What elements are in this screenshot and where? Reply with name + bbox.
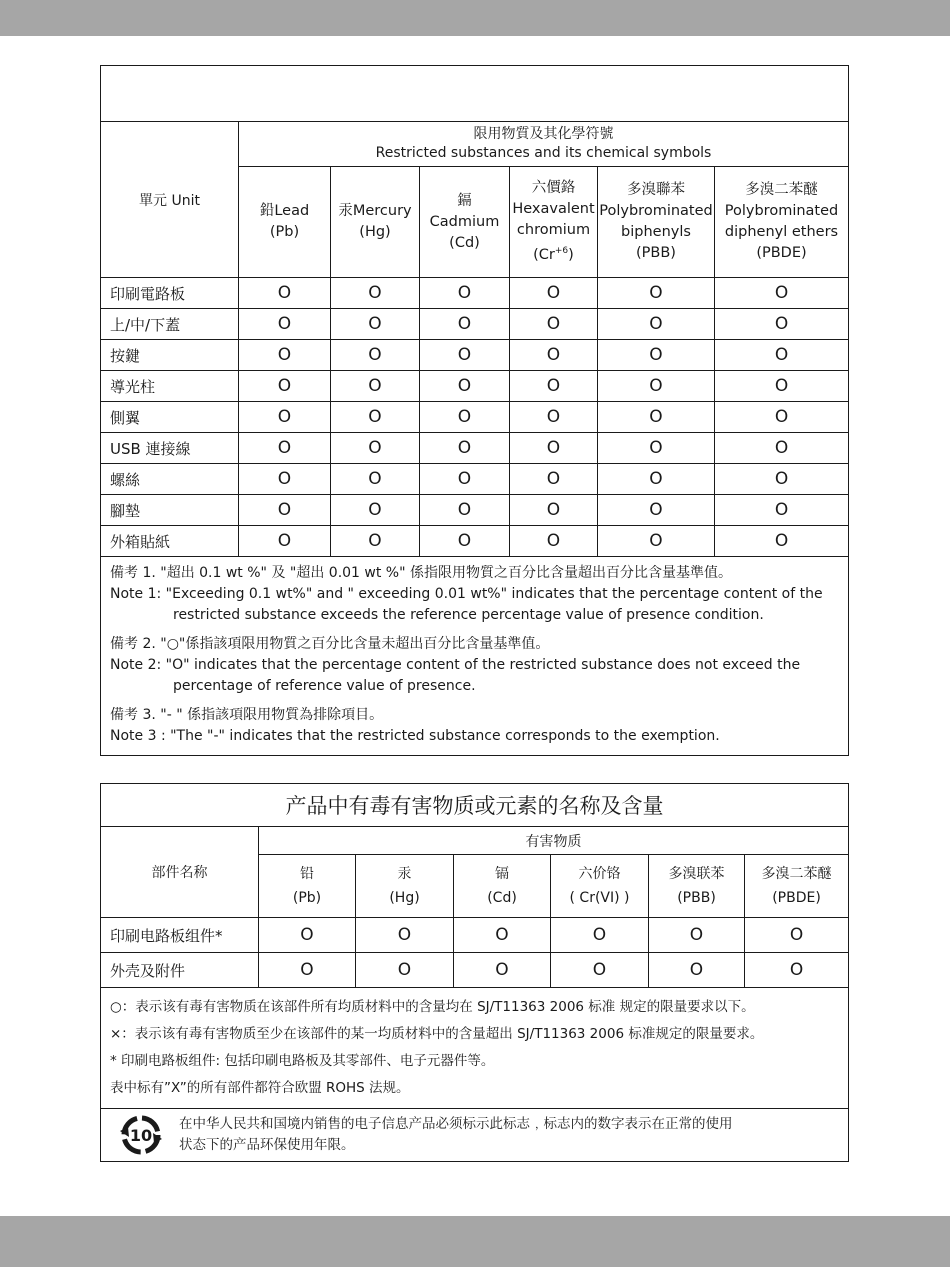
mark-cell: O — [259, 953, 356, 988]
table-row — [101, 495, 849, 526]
table-row — [101, 953, 849, 988]
row-label: 上/中/下蓋 — [101, 309, 239, 340]
mark-cell: O — [715, 340, 849, 371]
mark-cell: O — [420, 495, 510, 526]
substances-group-header — [239, 122, 849, 167]
substance-header-cadmium: 鎘 Cadmium (Cd) — [420, 167, 510, 278]
mark-cell: O — [356, 918, 454, 953]
table1-title-cell — [101, 66, 849, 122]
row-label: 腳墊 — [101, 495, 239, 526]
substance-header-pbde: 多溴二苯醚 Polybrominated diphenyl ethers (PBDE) — [715, 167, 849, 278]
mark-cell: O — [331, 278, 420, 309]
mark-cell: O — [510, 402, 598, 433]
efup-10-recycle-icon — [117, 1113, 165, 1157]
row-label: 外箱貼紙 — [101, 526, 239, 557]
mark-cell: O — [510, 309, 598, 340]
mark-cell: O — [239, 340, 331, 371]
mark-cell: O — [420, 278, 510, 309]
mark-cell: O — [239, 278, 331, 309]
table-row — [101, 402, 849, 433]
mark-cell: O — [239, 309, 331, 340]
hazardous-substances-table-cn — [100, 783, 849, 1162]
mark-cell: O — [715, 309, 849, 340]
mark-cell: O — [598, 526, 715, 557]
mark-cell: O — [331, 371, 420, 402]
mark-cell: O — [715, 402, 849, 433]
mark-cell: O — [331, 495, 420, 526]
mark-cell: O — [598, 433, 715, 464]
table2-notes — [101, 988, 849, 1109]
mark-cell: O — [745, 918, 849, 953]
mark-cell: O — [598, 309, 715, 340]
mark-cell: O — [715, 495, 849, 526]
mark-cell: O — [331, 464, 420, 495]
substance-header-mercury: 汞Mercury (Hg) — [331, 167, 420, 278]
mark-cell: O — [331, 526, 420, 557]
mark-cell: O — [598, 371, 715, 402]
mark-cell: O — [331, 340, 420, 371]
mark-cell: O — [420, 464, 510, 495]
mark-cell: O — [745, 953, 849, 988]
mark-cell: O — [239, 464, 331, 495]
row-label: 印刷電路板 — [101, 278, 239, 309]
table-row — [101, 526, 849, 557]
row-label: 按鍵 — [101, 340, 239, 371]
note-line: 表中标有”X”的所有部件都符合欧盟 ROHS 法规。 — [110, 1080, 410, 1096]
row-label: 螺絲 — [101, 464, 239, 495]
substance-header-pbde: 多溴二苯醚 (PBDE) — [745, 855, 849, 918]
efup-text: 在中华人民共和国境内销售的电子信息产品必须标示此标志﹐标志内的数字表示在正常的使用 状态下的产品环保使用年限。 — [179, 1116, 733, 1153]
unit-header: 單元 Unit — [101, 122, 239, 278]
table-row — [101, 309, 849, 340]
substance-header-crvi: 六价铬 ( Cr(VI) ) — [551, 855, 649, 918]
mark-cell: O — [259, 918, 356, 953]
mark-cell: O — [510, 464, 598, 495]
efup-number: 10 — [129, 1126, 153, 1145]
mark-cell: O — [598, 278, 715, 309]
group-header-zh: 限用物質及其化學符號 — [473, 126, 614, 142]
group-header-en: Restricted substances and its chemical symbols — [375, 145, 712, 161]
mark-cell: O — [598, 495, 715, 526]
mark-cell: O — [420, 309, 510, 340]
mark-cell: O — [420, 402, 510, 433]
mark-cell: O — [239, 495, 331, 526]
table2-title: 产品中有毒有害物质或元素的名称及含量 — [101, 784, 849, 827]
note-line: ×：表示该有毒有害物质至少在该部件的某一均质材料中的含量超出 SJ/T11363 2006 标准规定的限量要求。 — [110, 1026, 764, 1042]
mark-cell: O — [510, 278, 598, 309]
mark-cell: O — [551, 953, 649, 988]
mark-cell: O — [420, 433, 510, 464]
mark-cell: O — [331, 309, 420, 340]
mark-cell: O — [598, 402, 715, 433]
table-row — [101, 464, 849, 495]
mark-cell: O — [510, 340, 598, 371]
substance-header-hg: 汞 (Hg) — [356, 855, 454, 918]
mark-cell: O — [331, 402, 420, 433]
substance-header-pbb: 多溴聯苯 Polybrominated biphenyls (PBB) — [598, 167, 715, 278]
mark-cell: O — [715, 278, 849, 309]
mark-cell: O — [649, 918, 745, 953]
mark-cell: O — [715, 464, 849, 495]
table-row — [101, 371, 849, 402]
mark-cell: O — [510, 433, 598, 464]
mark-cell: O — [715, 433, 849, 464]
substance-header-hexavalent-chromium: 六價鉻 Hexavalent chromium $(Cr^{+6})$ — [510, 167, 598, 278]
row-label: USB 連接線 — [101, 433, 239, 464]
hazardous-group-header: 有害物质 — [259, 827, 849, 855]
mark-cell: O — [239, 526, 331, 557]
row-label: 導光柱 — [101, 371, 239, 402]
efup-footer — [101, 1109, 849, 1162]
note-2: 備考 2. "○"係指該項限用物質之百分比含量未超出百分比含量基準值。 Note 2: "O" indicates that the percentage content of the restricted substance does not exceed the percentage of reference value of presence. — [110, 636, 801, 694]
mark-cell: O — [551, 918, 649, 953]
substance-header-lead: 鉛Lead (Pb) — [239, 167, 331, 278]
note-3: 備考 3. "- " 係指該項限用物質為排除項目。 Note 3 : "The "-" indicates that the restricted substance corresponds to the exemption. — [110, 707, 720, 744]
mark-cell: O — [454, 953, 551, 988]
mark-cell: O — [420, 526, 510, 557]
mark-cell: O — [715, 526, 849, 557]
note-1: 備考 1. "超出 0.1 wt %" 及 "超出 0.01 wt %" 係指限用物質之百分比含量超出百分比含量基準值。 Note 1: "Exceeding 0.1 wt%" and " exceeding 0.01 wt%" indicates that the percentage content of the restricted substance exceeds the reference percentage value of presence condition. — [110, 565, 823, 623]
mark-cell: O — [239, 371, 331, 402]
row-label: 印刷电路板组件* — [101, 918, 259, 953]
mark-cell: O — [420, 340, 510, 371]
table-row — [101, 918, 849, 953]
mark-cell: O — [239, 433, 331, 464]
note-line: ○：表示该有毒有害物质在该部件所有均质材料中的含量均在 SJ/T11363 2006 标准 规定的限量要求以下。 — [110, 999, 755, 1015]
row-label: 側翼 — [101, 402, 239, 433]
mark-cell: O — [239, 402, 331, 433]
mark-cell: O — [510, 495, 598, 526]
table-row — [101, 340, 849, 371]
mark-cell: O — [454, 918, 551, 953]
note-line: * 印刷电路板组件: 包括印刷电路板及其零部件、电子元器件等。 — [110, 1053, 495, 1069]
mark-cell: O — [420, 371, 510, 402]
mark-cell: O — [598, 340, 715, 371]
top-gray-band — [0, 0, 950, 36]
bottom-gray-band — [0, 1216, 950, 1267]
mark-cell: O — [715, 371, 849, 402]
mark-cell: O — [649, 953, 745, 988]
substance-header-pbb: 多溴联苯 (PBB) — [649, 855, 745, 918]
substance-header-cd: 镉 (Cd) — [454, 855, 551, 918]
table-row — [101, 433, 849, 464]
substance-header-pb: 铅 (Pb) — [259, 855, 356, 918]
restricted-substances-table — [100, 65, 849, 756]
mark-cell: O — [598, 464, 715, 495]
mark-cell: O — [356, 953, 454, 988]
part-name-header: 部件名称 — [101, 827, 259, 918]
mark-cell: O — [510, 371, 598, 402]
table-row — [101, 278, 849, 309]
row-label: 外壳及附件 — [101, 953, 259, 988]
mark-cell: O — [510, 526, 598, 557]
chromium-formula: $(Cr^{+6})$ — [533, 246, 574, 263]
mark-cell: O — [331, 433, 420, 464]
table1-notes — [101, 557, 849, 756]
